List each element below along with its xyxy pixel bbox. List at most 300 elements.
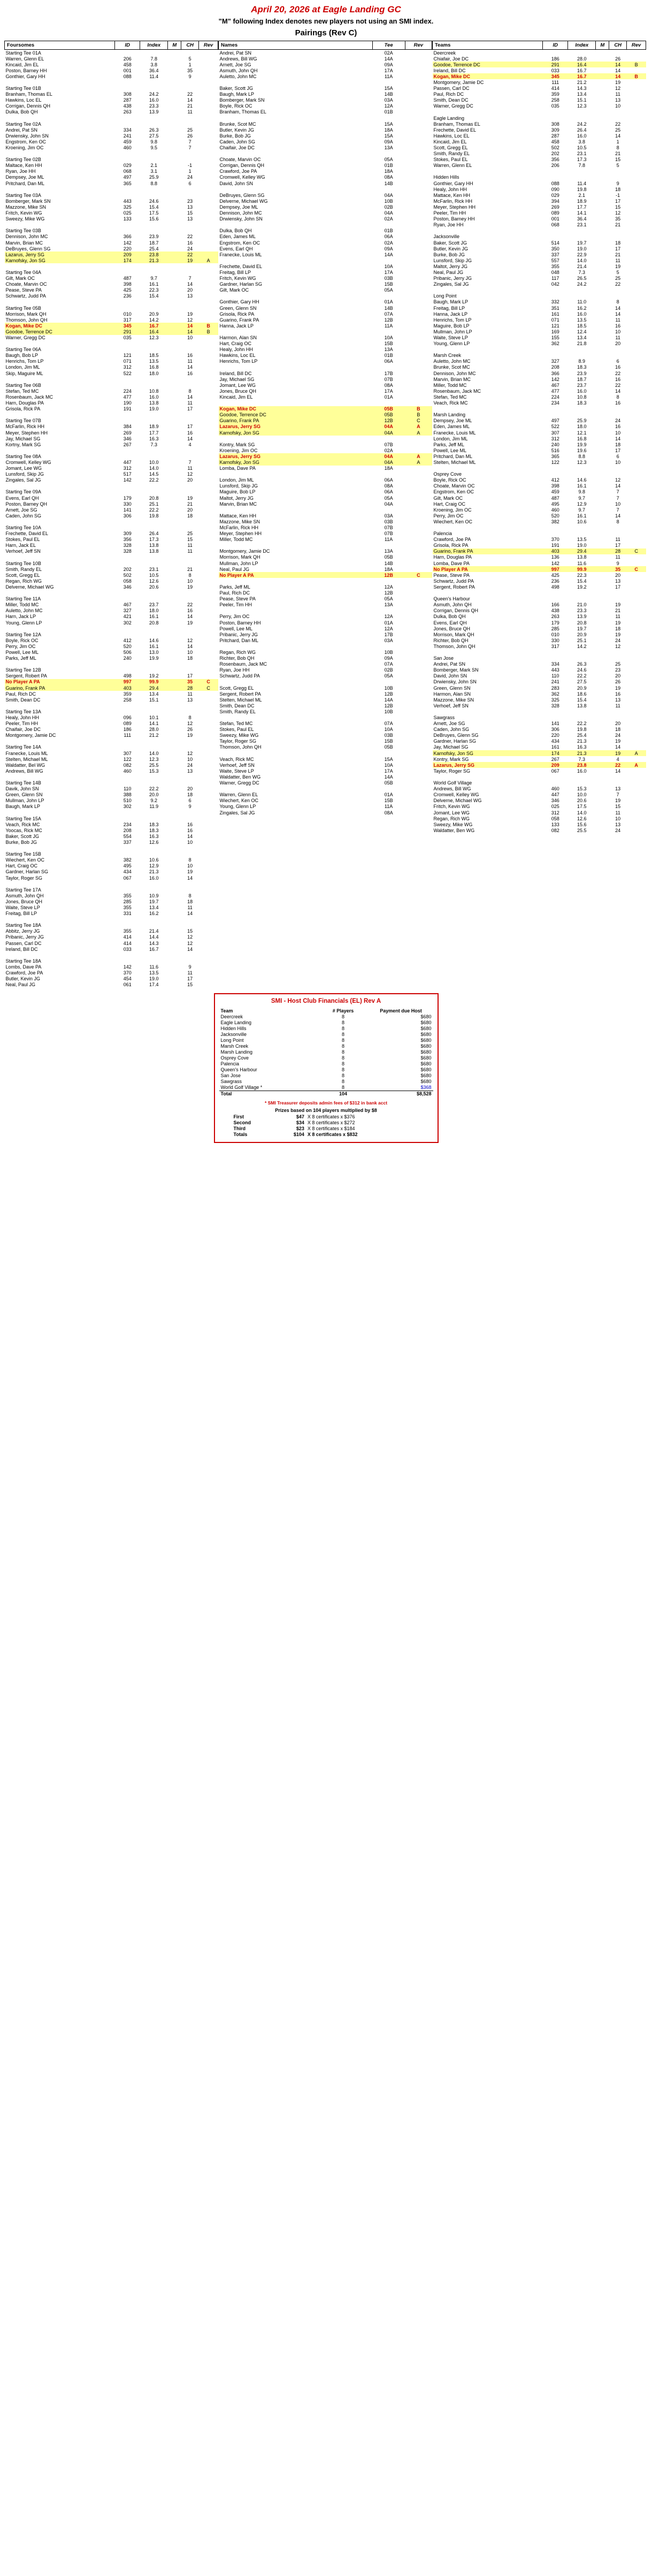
team-row-cell-1: 327 [551,359,559,364]
team-row [433,738,646,744]
name-row-cell-2 [405,276,432,281]
team-row [433,810,646,816]
team-row-cell-3 [596,768,609,774]
team-row-cell-0: Jacksonville [433,234,460,240]
name-row-cell-2 [405,180,432,186]
foursome-row-cell-5 [199,347,218,353]
group-heading-row [5,851,218,857]
team-row-cell-2: 19.9 [577,441,587,447]
foursome-row [5,649,218,655]
team-row-cell-2: 9.7 [578,495,586,501]
name-row-cell-0: Wiechert, Ken OC [219,798,259,804]
name-row [219,73,432,79]
foursome-row-cell-4: 13 [187,697,193,703]
team-row-cell-3 [596,73,609,79]
foursome-row [5,394,218,400]
name-row-cell-0: Kincaid, Jim EL [219,394,253,400]
team-row-cell-0: Neal, Paul JG [433,269,464,275]
team-row-cell-0: Fritch, Kevin WG [433,804,470,810]
name-row-cell-1: 06A [384,477,393,483]
financials-row [219,1026,433,1032]
foursome-row [5,911,218,917]
name-row [219,596,432,602]
foursome-row-cell-2: 15.4 [149,293,159,299]
foursome-row-cell-3 [168,121,181,127]
foursome-row-cell-5 [199,543,218,548]
foursome-row-cell-0: Miller, Todd MC [5,602,39,608]
name-row-cell-1: 14B [384,180,393,186]
team-row-cell-5 [627,424,646,430]
team-row-cell-2: 19.8 [577,186,587,192]
name-row-cell-0: Powell, Lee ML [219,626,253,631]
name-row-cell-2 [405,531,432,537]
spacer-cell [219,257,432,263]
foursome-row-cell-0: Auletto, John MC [5,608,43,614]
name-row-cell-1: 07B [384,531,393,537]
foursome-row-cell-0: Maltace, Ken HH [5,163,42,169]
foursome-row-cell-4: 22 [187,602,193,608]
foursome-row-cell-0: Peeler, Tim HH [5,721,39,727]
group-heading-row [433,531,646,537]
foursome-row-cell-0: Smith, Randy EL [5,566,42,572]
team-row [433,86,646,92]
foursome-row-cell-3 [168,667,181,673]
foursome-row-cell-1: 345 [123,323,132,329]
name-row-cell-0: Perry, Jim OC [219,614,250,620]
foursome-row-cell-0: Parks, Jeff ML [5,656,36,661]
team-row-cell-5 [627,364,646,370]
spacer-row [433,649,646,655]
foursome-row-cell-3 [168,109,181,115]
team-row-cell-5 [627,323,646,329]
foursome-row-cell-5 [199,305,218,311]
foursome-row-cell-0: Poston, Barney QH [5,501,48,507]
group-heading-row [5,958,218,964]
foursome-row-cell-1: 497 [123,174,132,180]
name-row-cell-0: Cromwell, Kelley WG [219,174,265,180]
foursome-row-cell-5 [199,893,218,898]
foursome-row-cell-1 [115,86,140,92]
name-row-cell-0: Auletto, John MC [219,73,257,79]
name-row [219,50,432,56]
foursome-row-cell-5 [199,406,218,412]
foursome-row-cell-4 [181,305,199,311]
foursome-row-cell-4: 10 [187,839,193,845]
foursome-row-cell-0: Evens, Earl QH [5,495,39,501]
name-row [219,269,432,275]
team-row-cell-2: 13.9 [577,614,587,620]
foursome-row [5,204,218,210]
foursome-row-cell-2: 22.2 [149,477,159,483]
team-row-cell-4: 7 [616,792,619,798]
name-row-cell-0: Fritch, Kevin WG [219,276,256,281]
team-row-cell-2: 23.3 [577,608,587,614]
foursome-row-cell-2 [140,157,168,163]
foursome-row-cell-4 [181,192,199,198]
foursome-row-cell-1: 220 [123,246,132,251]
name-row [219,477,432,483]
team-row [433,186,646,192]
th-tee: Tee [372,41,405,50]
team-row-cell-3 [596,548,609,554]
team-row-cell-1: 312 [551,810,559,816]
foursome-row-cell-0: Bomberger, Mark SN [5,198,51,204]
foursome-row-cell-4 [181,560,199,566]
name-row [219,56,432,62]
team-row-cell-0: Lazarus, Jerry SG [433,762,475,768]
foursome-row-cell-3 [168,804,181,810]
team-row-cell-1: 394 [551,198,559,204]
foursome-row-cell-0: Delverne, Michael WG [5,584,54,590]
team-row-cell-1: 035 [551,103,559,109]
foursome-row-cell-1: 331 [123,911,132,917]
foursome-row-cell-3 [168,441,181,447]
foursome-row-cell-4: 25 [187,127,193,133]
team-row-cell-4: 17 [615,543,621,548]
team-row-cell-0: No Player A PA [433,566,468,572]
team-row [433,750,646,756]
team-row-cell-3 [596,341,609,347]
spacer-cell [5,483,218,489]
team-row-cell-5 [627,685,646,691]
foursome-row-cell-1: 263 [123,109,132,115]
team-row-cell-1: 345 [551,73,559,79]
team-row-cell-1 [543,780,568,786]
foursome-row-cell-1: 997 [123,679,132,685]
foursome-row-cell-4: 11 [187,548,193,554]
team-row-cell-4 [609,353,627,359]
group-heading-row [5,50,218,56]
name-row-cell-0: Jones, Bruce QH [219,388,257,394]
team-row-cell-5 [627,697,646,703]
foursome-row-cell-5 [199,174,218,180]
foursome-row-cell-3 [168,382,181,388]
foursome-row-cell-3 [168,727,181,733]
foursome-row-cell-1: 312 [123,466,132,471]
foursome-row-cell-0: Hawkins, Loc EL [5,97,42,103]
foursome-row-cell-4 [181,382,199,388]
team-row-cell-4: 16 [615,323,621,329]
name-row-cell-0: Engstrom, Ken OC [219,240,260,246]
name-row-cell-2 [405,388,432,394]
team-row-cell-5 [627,222,646,228]
foursome-row-cell-0: Montgomery, Jamie DC [5,733,56,738]
team-row-cell-2: 15.1 [577,97,587,103]
foursome-row-cell-0: Gardner, Harlan SG [5,869,49,875]
foursome-row-cell-2 [140,269,168,275]
foursome-row-cell-5 [199,804,218,810]
team-row-cell-2: 18.3 [577,400,587,406]
team-row-cell-4: 12 [615,86,621,92]
spacer-row [219,578,432,584]
foursome-row-cell-1: 328 [123,548,132,554]
group-heading-row [5,347,218,353]
name-row-cell-2 [405,216,432,222]
foursome-row-cell-0: Kortny, Mark SG [5,441,41,447]
team-row-cell-5 [627,537,646,543]
foursome-row-cell-4: 24 [187,246,193,251]
financials-team: Long Point [220,1038,244,1043]
spacer-row [5,626,218,631]
foursome-row-cell-3 [168,305,181,311]
foursome-row-cell-4: 14 [187,323,193,329]
foursome-row-cell-1: 302 [123,804,132,810]
team-row [433,798,646,804]
foursome-row-cell-3 [168,163,181,169]
foursome-row [5,163,218,169]
team-row-cell-2: 10.0 [577,792,587,798]
team-row-cell-5 [627,174,646,180]
name-row-cell-0: Corrigan, Dennis QH [219,163,265,169]
team-row [433,733,646,738]
foursome-row [5,180,218,186]
team-row [433,210,646,216]
team-row-cell-3 [596,424,609,430]
foursome-row-cell-2: 17.7 [149,430,159,436]
foursome-row-cell-3 [168,792,181,798]
team-row-cell-1 [543,531,568,537]
team-row-cell-3 [596,560,609,566]
foursome-row-cell-1: 174 [123,257,132,263]
foursome-row-cell-1: 312 [123,364,132,370]
team-row-cell-1: 141 [551,721,559,727]
team-row-cell-3 [596,436,609,441]
name-row [219,86,432,92]
team-row-cell-1: 351 [551,305,559,311]
foursome-row-cell-4: 7 [188,145,191,150]
team-row-cell-2: 19.6 [577,447,587,453]
foursome-row-cell-1: 522 [123,370,132,376]
team-row-cell-3 [596,359,609,364]
name-row-cell-2 [405,323,432,329]
group-heading-row [433,234,646,240]
team-row-cell-2: 8.8 [578,453,586,459]
spacer-cell [433,649,646,655]
team-row-cell-5 [627,186,646,192]
team-row-cell-0: Sawgrass [433,715,455,720]
foursome-row-cell-3 [168,323,181,329]
team-row [433,251,646,257]
team-row-cell-0: Kincaid, Jim EL [433,139,467,144]
foursome-row-cell-2 [140,382,168,388]
spacer-row [219,257,432,263]
foursome-row-cell-4 [181,86,199,92]
foursome-row-cell-2: 8.8 [150,180,158,186]
group-heading-row [5,923,218,928]
name-row [219,180,432,186]
team-row-cell-2: 36.4 [577,216,587,222]
foursome-row-cell-0: Morrison, Mark QH [5,311,47,317]
team-row [433,697,646,703]
team-row-cell-4: 11 [615,614,620,620]
foursome-row [5,656,218,661]
name-row-cell-2 [405,263,432,269]
team-row-cell-4: 14 [615,133,621,139]
foursome-row-cell-4: 26 [187,133,193,139]
th-team: Team [220,1008,233,1013]
team-row-cell-1: 362 [551,341,559,347]
team-row-cell-5 [627,673,646,679]
foursome-row-cell-3 [168,257,181,263]
team-row-cell-5 [627,733,646,738]
team-row-cell-0: Passen, Carl DC [433,86,470,92]
name-row-cell-0: Freitag, Bill LP [219,269,251,275]
foursome-row-cell-1: 414 [123,934,132,940]
foursome-row-cell-5 [199,792,218,798]
spacer-row [433,347,646,353]
foursome-row-cell-1 [115,192,140,198]
foursome-row-cell-3 [168,816,181,821]
foursome-row-cell-2: 16.7 [149,323,159,329]
team-row-cell-1: 241 [551,679,559,685]
foursome-row-cell-3 [168,833,181,839]
group-heading-row [433,115,646,121]
team-row-cell-0: Corrigan, Dennis QH [433,608,479,614]
team-row-cell-5 [627,276,646,281]
name-row-cell-2 [405,67,432,73]
foursome-row-cell-5 [199,631,218,637]
name-row-cell-0: Mazzone, Mike SN [219,519,260,524]
team-row [433,566,646,572]
team-row [433,73,646,79]
foursome-row [5,507,218,513]
team-row-cell-4: 22 [615,370,621,376]
team-row-cell-3 [596,792,609,798]
team-row-cell-0: Asmuth, John QH [433,602,472,608]
team-row-cell-5 [627,792,646,798]
name-row-cell-1: 08A [384,483,393,489]
name-row [219,631,432,637]
team-row-cell-0: Osprey Cove [433,471,462,477]
name-row-cell-0: Stokes, Paul EL [219,727,254,733]
team-row-cell-4: 13 [615,578,621,584]
foursome-row [5,92,218,97]
foursome-row-cell-1: 317 [123,317,132,323]
name-row-cell-0: Meyer, Stephen HH [219,531,262,537]
foursome-row [5,56,218,62]
foursome-row-cell-2 [140,489,168,495]
foursome-row-cell-1: 025 [123,210,132,216]
team-row-cell-5 [627,198,646,204]
team-row-cell-2 [568,715,596,721]
prize-place: Third [233,1126,246,1132]
team-row-cell-0: Pribanic, Jerry JG [433,276,472,281]
team-row-cell-5 [627,67,646,73]
foursome-row-cell-3 [168,928,181,934]
foursome-row-cell-0: Gilt, Mark OC [5,276,35,281]
team-row [433,198,646,204]
foursome-row [5,543,218,548]
foursome-row-cell-2 [140,192,168,198]
team-row-cell-4: 19 [615,79,621,85]
foursome-row-cell-1: 346 [123,436,132,441]
name-row-cell-1: 04A [384,210,393,216]
spacer-row [5,881,218,887]
team-row-cell-0: Butler, Kevin JG [433,246,469,251]
prizes-label: Prizes based on 104 players multiplied by $8 [275,1107,377,1113]
foursome-row-cell-3 [168,982,181,988]
prize-row [232,1114,420,1120]
foursome-row-cell-0: Powell, Lee ML [5,649,39,655]
foursome-row [5,317,218,323]
team-row-cell-5 [627,281,646,287]
foursome-row-cell-0: London, Jim ML [5,364,40,370]
team-row [433,608,646,614]
team-row-cell-5 [627,151,646,157]
team-row-cell-4: 6 [616,359,619,364]
foursome-row-cell-5 [199,198,218,204]
name-row-cell-0: Asmuth, John QH [219,67,258,73]
foursome-row-cell-3 [168,453,181,459]
name-row-cell-2 [405,341,432,347]
team-row-cell-3 [596,388,609,394]
team-row-cell-4: 14 [615,436,621,441]
foursome-row-cell-5 [199,436,218,441]
name-row-cell-1: 10B [384,649,393,655]
team-row-cell-0: Ryan, Joe HH [433,222,464,228]
team-row-cell-3 [596,281,609,287]
team-row-cell-1 [543,471,568,477]
name-row-cell-0: Miller, Todd MC [219,537,253,543]
foursome-row [5,804,218,810]
team-row-cell-2: 26.5 [577,276,587,281]
name-row [219,388,432,394]
foursome-row-cell-2: 16.1 [149,614,159,620]
foursome-row-cell-1: 365 [123,180,132,186]
foursome-row-cell-0: Warner, Gregg DC [5,335,45,340]
foursome-row-cell-3 [168,875,181,881]
team-row [433,364,646,370]
team-row-cell-1: 269 [551,204,559,210]
team-row-cell-3 [596,656,609,661]
team-row-cell-4: 19 [615,798,621,804]
team-row-cell-5 [627,715,646,721]
team-row-cell-2: 2.1 [578,192,586,198]
team-row-cell-2: 17.5 [577,804,587,810]
name-row-cell-2 [405,121,432,127]
name-row-cell-0: Parks, Jeff ML [219,584,250,590]
foursome-row-cell-1 [115,453,140,459]
foursome-row-cell-1: 121 [123,353,132,359]
foursome-row-cell-4: 16 [187,370,193,376]
team-row-cell-0: Young, Glenn LP [433,341,470,347]
team-row-cell-5 [627,370,646,376]
team-row-cell-2: 15.4 [577,697,587,703]
team-row-cell-2: 14.0 [577,810,587,816]
team-row-cell-3 [596,67,609,73]
th-ch-c: CH [609,41,627,50]
name-row [219,412,432,418]
name-row [219,697,432,703]
name-row-cell-2 [405,762,432,768]
foursome-row-cell-4: 8 [188,572,191,578]
name-row-cell-0: Lazarus, Jerry SG [219,453,261,459]
foursome-row-cell-1: 327 [123,608,132,614]
team-row [433,246,646,251]
foursome-row-cell-4 [181,157,199,163]
foursome-row-cell-1: 308 [123,92,132,97]
team-row-cell-0: Kroening, Jim OC [433,507,472,513]
team-row-cell-2: 23.7 [577,382,587,388]
name-row-cell-2: C [417,572,420,578]
team-row [433,323,646,329]
team-row-cell-5 [627,608,646,614]
team-row-cell-0: Harmon, Alan SN [433,691,471,697]
total-label: Total [219,1091,318,1097]
team-row-cell-2: 21.3 [577,750,587,756]
team-row-cell-4: 25 [615,276,621,281]
team-row-cell-5 [627,703,646,708]
